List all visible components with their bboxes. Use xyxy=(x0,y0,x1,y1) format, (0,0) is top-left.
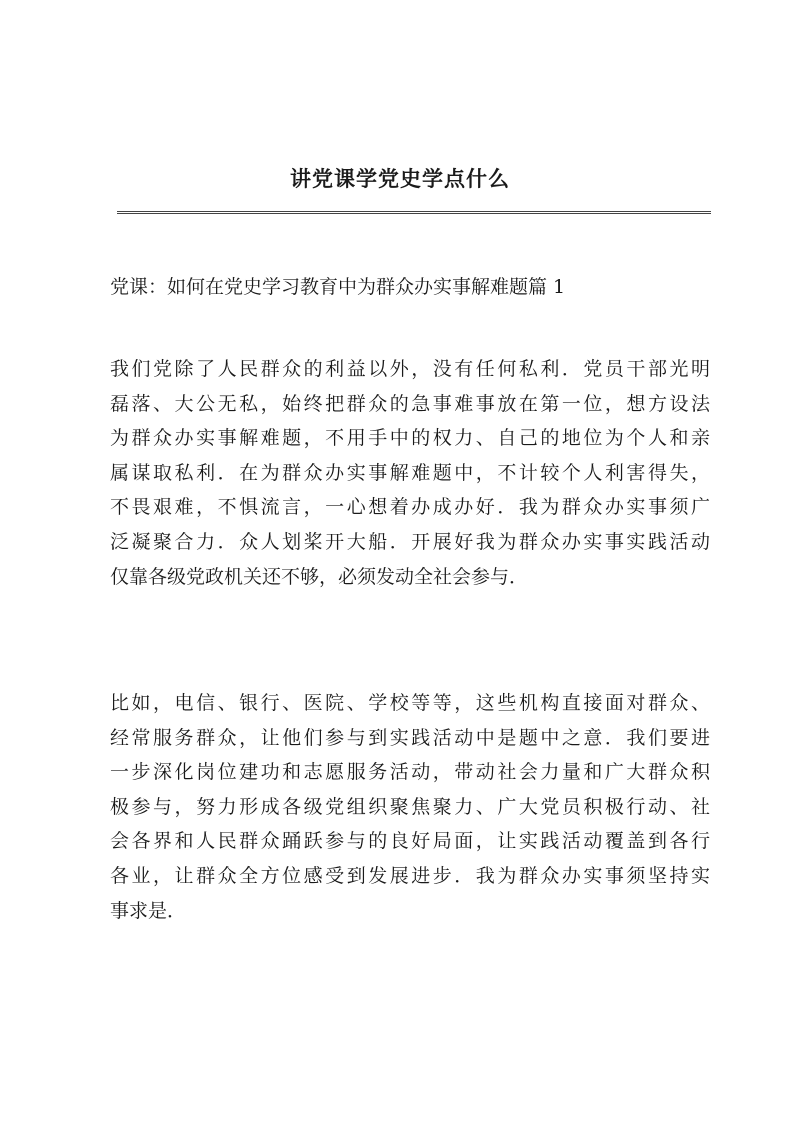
paragraph-line: 事求是． xyxy=(110,899,187,922)
paragraph-line: 会各界和人民群众踊跃参与的良好局面，让实践活动覆盖到各行 xyxy=(110,830,710,853)
paragraph-line: 属谋取私利．在为群众办实事解难题中，不计较个人利害得失， xyxy=(110,461,710,484)
paragraph-line: 磊落、大公无私，始终把群众的急事难事放在第一位，想方设法 xyxy=(110,392,710,415)
paragraph-line: 仅靠各级党政机关还不够，必须发动全社会参与． xyxy=(110,565,529,588)
paragraph-line: 经常服务群众，让他们参与到实践活动中是题中之意．我们要进 xyxy=(110,726,710,749)
paragraph-2 xyxy=(110,686,710,928)
document-title: 讲党课学党史学点什么 xyxy=(290,166,510,191)
paragraph-line: 不畏艰难，不惧流言，一心想着办成办好．我为群众办实事须广 xyxy=(110,496,710,519)
paragraph-line: 各业，让群众全方位感受到发展进步．我为群众办实事须坚持实 xyxy=(110,864,710,887)
paragraph-line: 比如，电信、银行、医院、学校等等，这些机构直接面对群众、 xyxy=(110,692,710,714)
section-subtitle: 党课：如何在党史学习教育中为群众办实事解难题篇 1 xyxy=(110,276,566,298)
paragraph-line: 极参与，努力形成各级党组织聚焦聚力、广大党员积极行动、社 xyxy=(110,795,710,818)
title-underline-rule xyxy=(117,211,711,214)
paragraph-line: 我们党除了人民群众的利益以外，没有任何私利．党员干部光明 xyxy=(110,358,710,380)
paragraph-line: 一步深化岗位建功和志愿服务活动，带动社会力量和广大群众积 xyxy=(110,761,710,784)
paragraph-line: 泛凝聚合力．众人划桨开大船．开展好我为群众办实事实践活动 xyxy=(110,530,710,553)
paragraph-1 xyxy=(110,352,710,594)
paragraph-line: 为群众办实事解难题，不用手中的权力、自己的地位为个人和亲 xyxy=(110,427,710,450)
